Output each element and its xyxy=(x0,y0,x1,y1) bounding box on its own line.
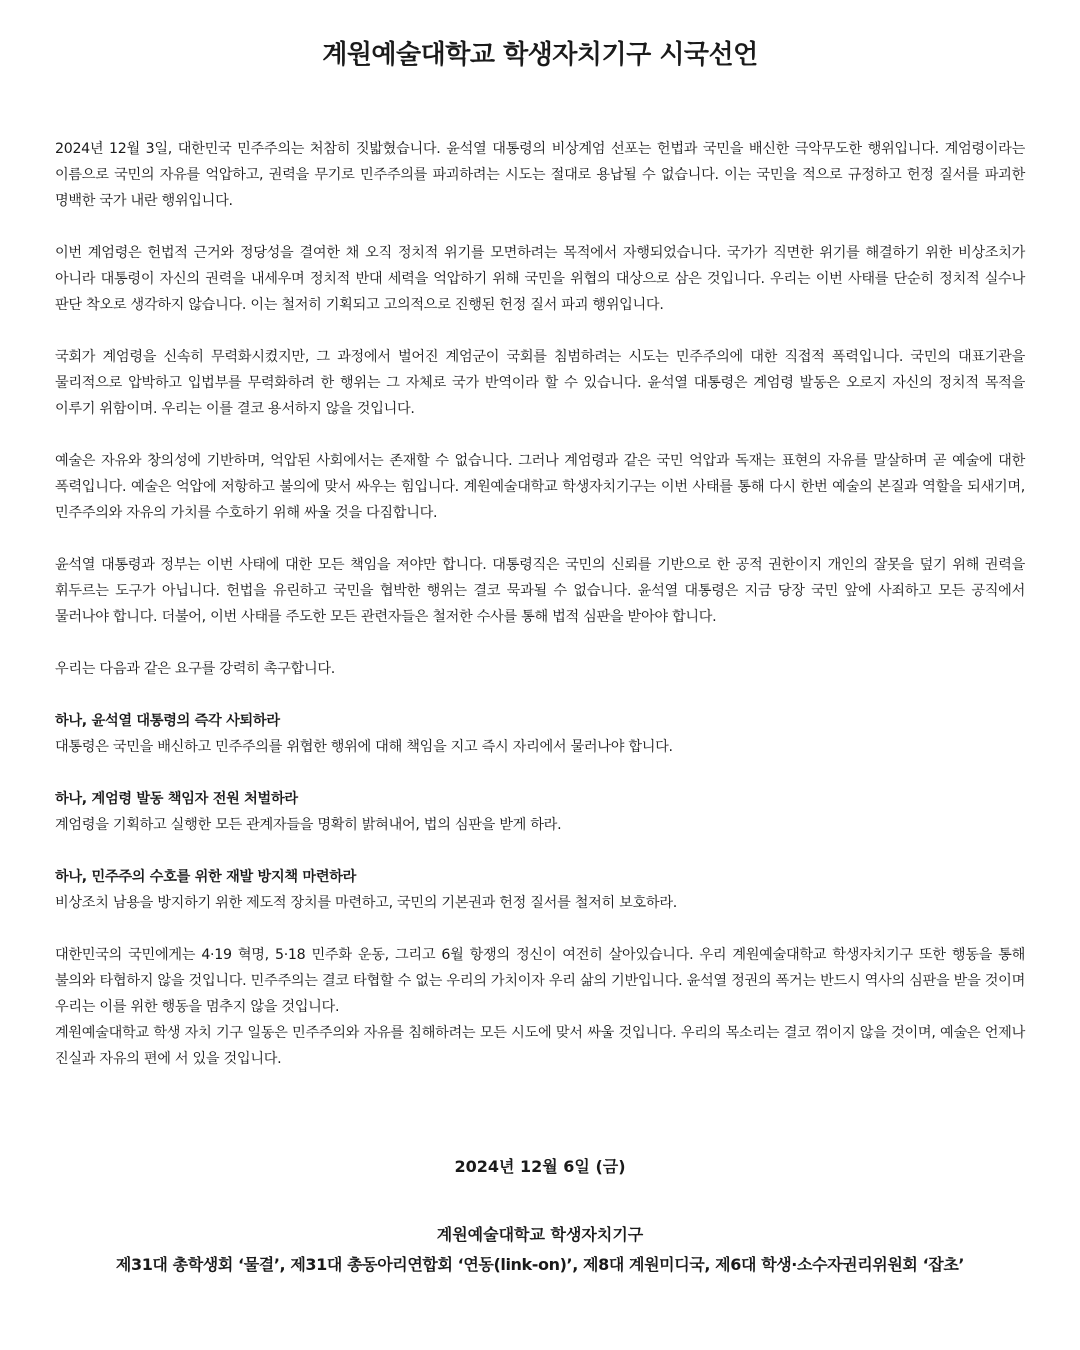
demand-heading: 하나, 계엄령 발동 책임자 전원 처벌하라 xyxy=(55,791,298,807)
paragraph-5: 윤석열 대통령과 정부는 이번 사태에 대한 모든 책임을 져야만 합니다. 대통령직은 국민의 신뢰를 기반으로 한 공적 권한이지 개인의 잘못을 덮기 위해 권력을 휘두르는 도구가 아닙니다. 헌법을 유린하고 국민을 협박한 행위는 결코 묵과될 수 없습니다. 윤석열 대통령은 지금 당장 국민 앞에 사죄하고 모든 공직에서 물러나야 합니다. 더불어, 이번 사태를 주도한 모든 관련자들은 철저한 수사를 통해 법적 심판을 받아야 합니다. xyxy=(55,557,1025,625)
signatories: 제31대 총학생회 ‘물결’, 제31대 총동아리연합회 ‘연동(link-on)’, 제8대 계원미디국, 제6대 학생·소수자권리위원회 ‘잡초’ xyxy=(115,1255,965,1274)
paragraph-1: 2024년 12월 3일, 대한민국 민주주의는 처참히 짓밟혔습니다. 윤석열 대통령의 비상계엄 선포는 헌법과 국민을 배신한 극악무도한 행위입니다. 계엄령이라는 이름으로 국민의 자유를 억압하고, 권력을 무기로 민주주의를 파괴하려는 시도는 절대로 용납될 수 없습니다. 이는 국민을 적으로 규정하고 헌정 질서를 파괴한 명백한 국가 내란 행위입니다. xyxy=(55,141,1025,209)
demand-heading: 하나, 윤석열 대통령의 즉각 사퇴하라 xyxy=(55,713,280,729)
paragraph-4: 예술은 자유와 창의성에 기반하며, 억압된 사회에서는 존재할 수 없습니다. 그러나 계엄령과 같은 국민 억압과 독재는 표현의 자유를 말살하며 곧 예술에 대한 폭력입니다. 예술은 억압에 저항하고 불의에 맞서 싸우는 힘입니다. 계원예술대학교 학생자치기구는 이번 사태를 통해 다시 한번 예술의 본질과 역할을 되새기며, 민주주의와 자유의 가치를 수호하기 위해 싸울 것을 다짐합니다. xyxy=(55,453,1025,521)
closing-paragraph-2: 계원예술대학교 학생 자치 기구 일동은 민주주의와 자유를 침해하려는 모든 시도에 맞서 싸울 것입니다. 우리의 목소리는 결코 꺾이지 않을 것이며, 예술은 언제나 진실과 자유의 편에 서 있을 것입니다. xyxy=(55,1025,1025,1067)
demand-3 xyxy=(55,864,1025,916)
demand-text: 계엄령을 기획하고 실행한 모든 관계자들을 명확히 밝혀내어, 법의 심판을 받게 하라. xyxy=(55,817,562,833)
demand-text: 대통령은 국민을 배신하고 민주주의를 위협한 행위에 대해 책임을 지고 즉시 자리에서 물러나야 합니다. xyxy=(55,739,673,755)
declaration-date: 2024년 12월 6일 (금) xyxy=(454,1157,626,1176)
demand-heading: 하나, 민주주의 수호를 위한 재발 방지책 마련하라 xyxy=(55,869,357,885)
closing-paragraph-1: 대한민국의 국민에게는 4·19 혁명, 5·18 민주화 운동, 그리고 6월 항쟁의 정신이 여전히 살아있습니다. 우리 계원예술대학교 학생자치기구 또한 행동을 통해 불의와 타협하지 않을 것입니다. 민주주의는 결코 타협할 수 없는 우리의 가치이자 우리 삶의 기반입니다. 윤석열 정권의 폭거는 반드시 역사의 심판을 받을 것이며 우리는 이를 위한 행동을 멈추지 않을 것입니다. xyxy=(55,947,1025,1015)
paragraph-3: 국회가 계엄령을 신속히 무력화시켰지만, 그 과정에서 벌어진 계엄군이 국회를 침범하려는 시도는 민주주의에 대한 직접적 폭력입니다. 국민의 대표기관을 물리적으로 압박하고 입법부를 무력화하려 한 행위는 그 자체로 국가 반역이라 할 수 있습니다. 윤석열 대통령은 계엄령 발동은 오로지 자신의 정치적 목적을 이루기 위함이며. 우리는 이를 결코 용서하지 않을 것입니다. xyxy=(55,349,1025,417)
demand-text: 비상조치 남용을 방지하기 위한 제도적 장치를 마련하고, 국민의 기본권과 헌정 질서를 철저히 보호하라. xyxy=(55,895,677,911)
paragraph-2: 이번 계엄령은 헌법적 근거와 정당성을 결여한 채 오직 정치적 위기를 모면하려는 목적에서 자행되었습니다. 국가가 직면한 위기를 해결하기 위한 비상조치가 아니라 대통령이 자신의 권력을 내세우며 정치적 반대 세력을 억압하기 위해 국민을 위협의 대상으로 삼은 것입니다. 우리는 이번 사태를 단순히 정치적 실수나 판단 착오로 생각하지 않습니다. 이는 철저히 기획되고 고의적으로 진행된 헌정 질서 파괴 행위입니다. xyxy=(55,245,1025,313)
declaration-body xyxy=(55,136,1025,1072)
demand-2 xyxy=(55,786,1025,838)
page-title: 계원예술대학교 학생자치기구 시국선언 xyxy=(322,40,758,70)
demand-1 xyxy=(55,708,1025,760)
organization-name: 계원예술대학교 학생자치기구 xyxy=(436,1225,644,1244)
demands-intro: 우리는 다음과 같은 요구를 강력히 촉구합니다. xyxy=(55,661,335,677)
